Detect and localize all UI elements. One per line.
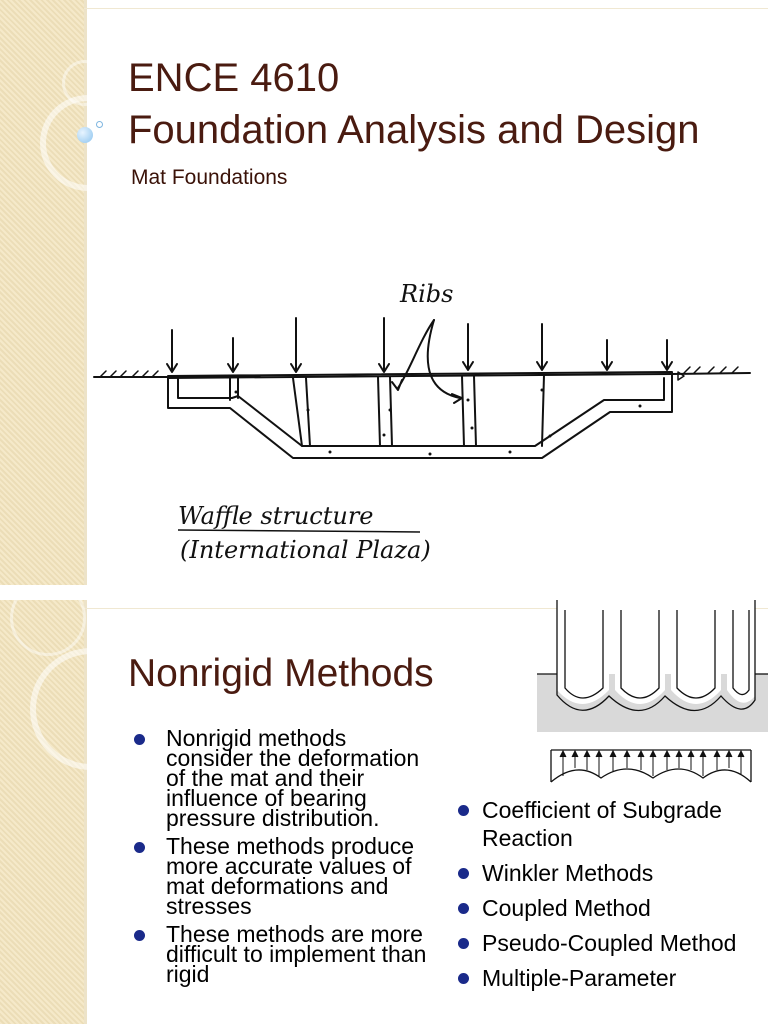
slide-title [128,52,699,156]
list-item [458,859,758,887]
bullet-dot [458,973,469,984]
list-item [458,894,758,922]
bullet-text: Coupled Method [482,895,651,921]
content-slide [0,600,768,1024]
decorative-bubble-small [96,121,103,128]
decorative-bubble [77,127,93,143]
bullet-text: Coefficient of Subgrade Reaction [482,797,722,851]
waffle-structure-diagram [80,260,760,580]
bullet-text: These methods produce more accurate values of mat deformations and stresses [166,833,415,919]
right-bullet-list [458,796,758,999]
bullet-dot [134,734,145,745]
slide-gap [0,585,768,600]
bullet-dot [458,903,469,914]
slide-title: Nonrigid Methods [128,652,434,695]
bullet-dot [458,868,469,879]
list-item [458,796,758,852]
bullet-dot [134,930,145,941]
bullet-dot [134,842,145,853]
decorative-ring [40,95,136,191]
top-rule [84,8,768,9]
course-name: Foundation Analysis and Design [128,108,700,152]
bullet-text: These methods are more difficult to implement than rigid [166,921,427,987]
list-item [134,833,434,919]
bullet-text: Winkler Methods [482,860,654,886]
decorative-ring-small [62,60,108,106]
figure-caption-line1: Waffle structure [178,502,374,530]
list-item [458,964,758,992]
ribs-label: Ribs [400,280,454,308]
bullet-dot [458,938,469,949]
bullet-text: Nonrigid methods consider the deformation of the mat and their influence of bearing pressure distribution. [166,725,420,831]
list-item [134,921,434,987]
bullet-dot [458,805,469,816]
bullet-text: Multiple-Parameter [482,965,677,991]
course-code: ENCE 4610 [128,56,340,100]
list-item [134,725,434,831]
mat-deformation-figure [537,600,768,790]
list-item [458,929,758,957]
slide-subtitle: Mat Foundations [131,166,288,189]
figure-caption-line2: (International Plaza) [180,536,431,564]
bullet-text: Pseudo-Coupled Method [482,930,737,956]
left-bullet-list [134,725,434,992]
